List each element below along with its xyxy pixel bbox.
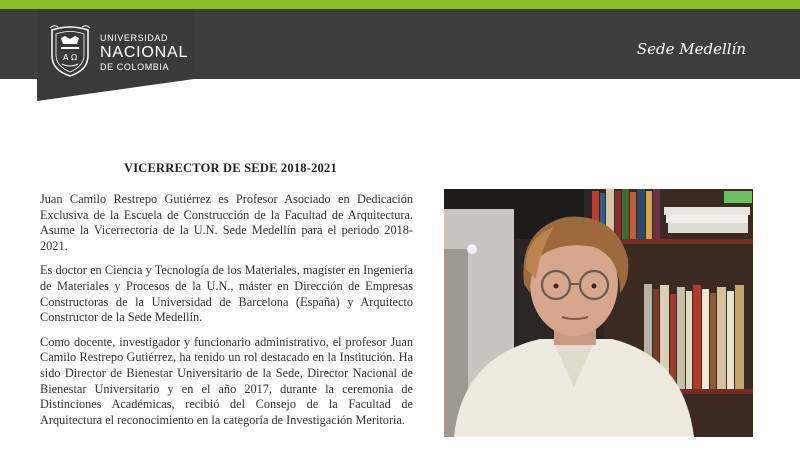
logo-line-3: DE COLOMBIA (100, 62, 170, 72)
bio-text (40, 192, 413, 437)
portrait-photo (444, 189, 753, 437)
svg-text:Ω: Ω (71, 53, 78, 62)
sede-label: Sede Medellín (636, 40, 746, 58)
header-accent-bar (0, 0, 800, 9)
university-logo[interactable] (100, 34, 188, 72)
svg-text:A: A (63, 53, 69, 62)
page-title: VICERRECTOR DE SEDE 2018-2021 (124, 161, 337, 175)
bio-paragraph-3: Como docente, investigador y funcionario administrativo, el profesor Juan Camilo Restrepo Gutiérrez, ha tenido un rol destacado en la Institución. Ha sido Director de Bienestar Universitario de la Sede, Director Nacional de Bienestar Universitario y en el año 2017, durante la ceremonia de Distinciones Académicas, recibió del Consejo de la Facultad de Arquitectura el reconocimiento en la categoría de Investigación Meritoria. (40, 334, 413, 427)
logo-line-2: NACIONAL (100, 44, 189, 61)
university-seal-icon (48, 22, 92, 78)
bio-paragraph-1: Juan Camilo Restrepo Gutiérrez es Profesor Asociado en Dedicación Exclusiva de la Escuela de Construcción de la Facultad de Arquitectura. Asume la Vicerrectoría de la U.N. Sede Medellín para el periodo 2018-2021. (40, 192, 413, 253)
portrait-illustration (444, 189, 753, 437)
bio-paragraph-2: Es doctor en Ciencia y Tecnología de los Materiales, magíster en Ingeniería de Materiales y Procesos de la U.N., máster en Dirección de Empresas Constructoras de la Universidad de Barcelona (España) y Arquitecto Constructor de la Sede Medellín. (40, 263, 413, 325)
logo-line-1: UNIVERSIDAD (100, 33, 169, 43)
